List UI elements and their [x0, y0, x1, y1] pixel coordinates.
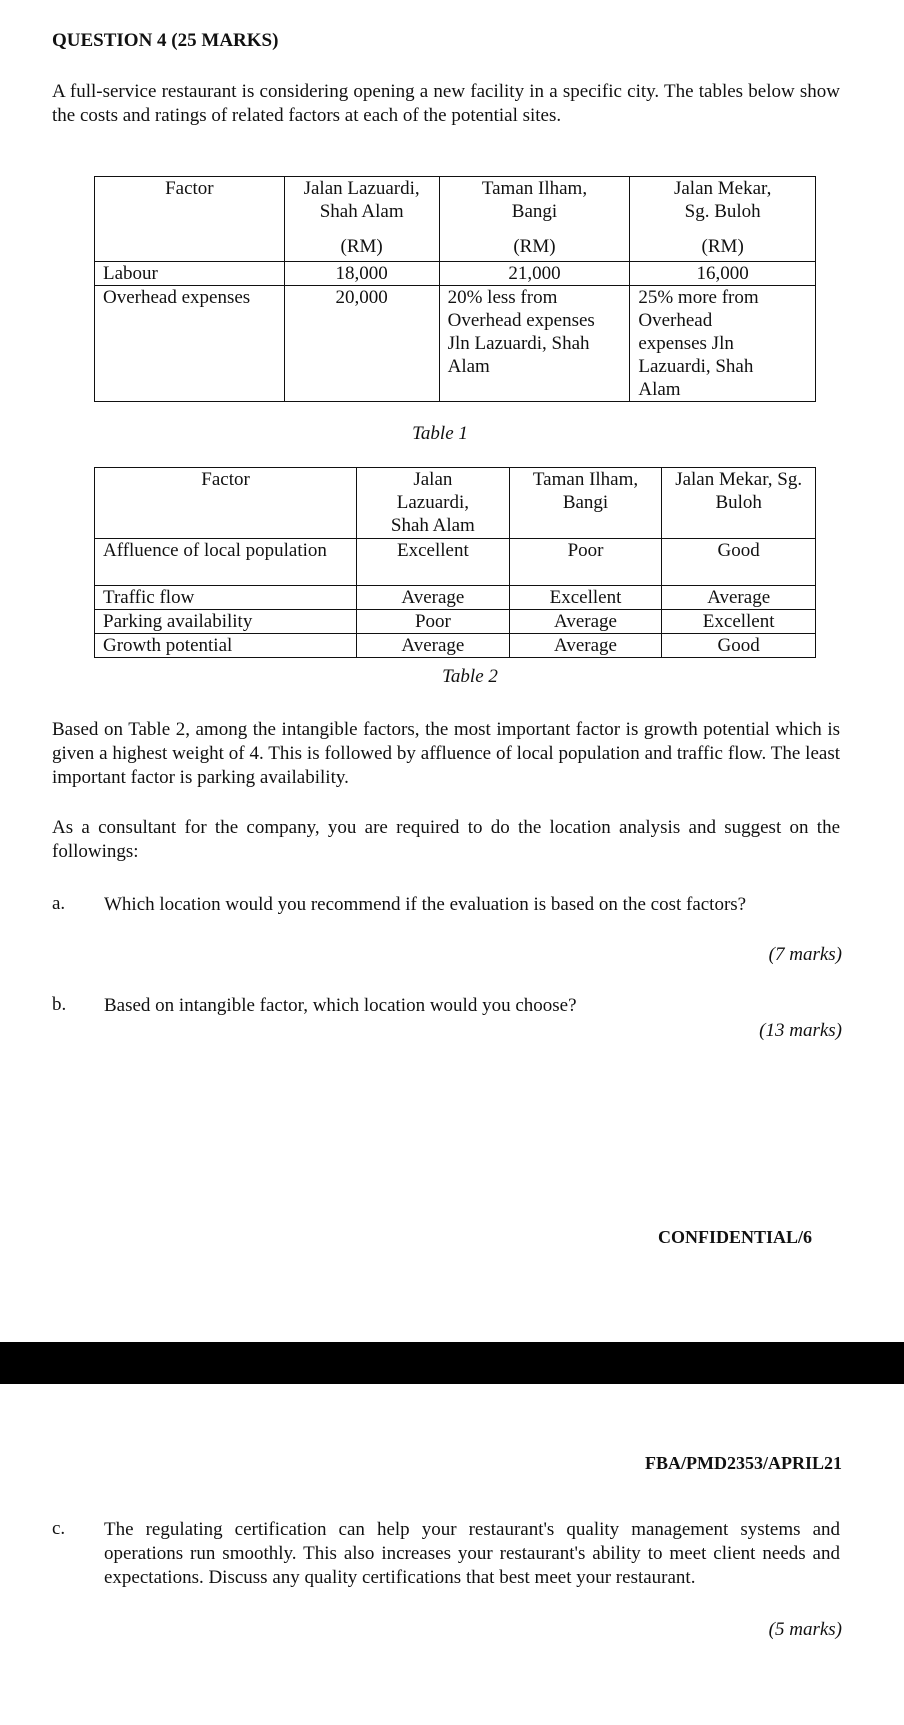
cost-table-header-site3: Jalan Mekar, Sg. Buloh (RM) — [630, 177, 816, 262]
rating-table-cell: Excellent — [662, 610, 816, 634]
rating-table-header-row — [95, 468, 816, 539]
weights-paragraph: Based on Table 2, among the intangible factors, the most important factor is growth potential which is given a highest weight of 4. This is followed by affluence of local population and traffic flow. The least important factor is parking availability. — [52, 719, 840, 788]
rating-table-row — [95, 634, 816, 658]
cost-table-cell: 20,000 — [284, 286, 439, 402]
question-c-label: c. — [52, 1518, 66, 1539]
cost-table-cell-factor: Labour — [95, 262, 285, 286]
rating-table-cell-factor: Growth potential — [95, 634, 357, 658]
confidential-footer: CONFIDENTIAL/6 — [658, 1227, 813, 1247]
rating-table-cell-factor: Affluence of local population — [95, 539, 357, 586]
rating-table-cell: Poor — [509, 539, 662, 586]
rating-table-cell: Average — [357, 634, 510, 658]
cost-table-cell: 25% more from Overhead expenses Jln Lazuardi, Shah Alam — [630, 286, 816, 402]
page-divider — [0, 1342, 904, 1384]
rating-table-row — [95, 539, 816, 586]
cost-table-cell: 16,000 — [630, 262, 816, 286]
question-b-text: Based on intangible factor, which location would you choose? — [104, 995, 577, 1016]
cost-table-header-row — [95, 177, 816, 262]
question-c-text: The regulating certification can help your restaurant's quality management systems and operations run smoothly. This also increases your restaurant's ability to meet client needs and expectations. Discuss any quality certifications that best meet your restaurant. — [104, 1519, 840, 1588]
cost-table-row — [95, 262, 816, 286]
question-b-marks: (13 marks) — [759, 1020, 842, 1041]
rating-table-header-site3: Jalan Mekar, Sg. Buloh — [662, 468, 816, 539]
rating-table-cell: Good — [662, 634, 816, 658]
rating-table-cell-factor: Parking availability — [95, 610, 357, 634]
cost-table-header-site2: Taman Ilham, Bangi (RM) — [439, 177, 630, 262]
course-code-header: FBA/PMD2353/APRIL21 — [645, 1453, 842, 1473]
table1-caption: Table 1 — [412, 423, 468, 444]
question-a-text: Which location would you recommend if the evaluation is based on the cost factors? — [104, 894, 747, 915]
rating-table-header-site2: Taman Ilham, Bangi — [509, 468, 662, 539]
cost-table — [94, 176, 816, 402]
question-a-label: a. — [52, 893, 66, 914]
question-heading: QUESTION 4 (25 MARKS) — [52, 30, 279, 51]
rating-table-cell: Excellent — [509, 586, 662, 610]
rating-table-row — [95, 610, 816, 634]
question-b-label: b. — [52, 994, 67, 1015]
question-a-marks: (7 marks) — [768, 944, 842, 965]
rating-table-cell: Average — [357, 586, 510, 610]
rating-table-cell: Excellent — [357, 539, 510, 586]
rating-table-cell: Average — [662, 586, 816, 610]
rating-table-cell: Average — [509, 634, 662, 658]
cost-table-cell: 21,000 — [439, 262, 630, 286]
cost-table-cell: 18,000 — [284, 262, 439, 286]
table2-caption: Table 2 — [442, 666, 498, 687]
rating-table-row — [95, 586, 816, 610]
intro-paragraph: A full-service restaurant is considering opening a new facility in a specific city. The tables below show the costs and ratings of related factors at each of the potential sites. — [52, 81, 840, 126]
cost-table-cell-factor: Overhead expenses — [95, 286, 285, 402]
cost-table-row — [95, 286, 816, 402]
rating-table-cell: Poor — [357, 610, 510, 634]
consultant-paragraph: As a consultant for the company, you are required to do the location analysis and suggest on the followings: — [52, 817, 840, 862]
cost-table-header-site1: Jalan Lazuardi, Shah Alam (RM) — [284, 177, 439, 262]
rating-table-cell-factor: Traffic flow — [95, 586, 357, 610]
rating-table-cell: Good — [662, 539, 816, 586]
cost-table-header-factor: Factor — [95, 177, 285, 262]
cost-table-cell: 20% less from Overhead expenses Jln Lazuardi, Shah Alam — [439, 286, 630, 402]
rating-table-header-site1: Jalan Lazuardi, Shah Alam — [357, 468, 510, 539]
question-c-marks: (5 marks) — [768, 1619, 842, 1640]
rating-table — [94, 467, 816, 658]
rating-table-header-factor: Factor — [95, 468, 357, 539]
rating-table-cell: Average — [509, 610, 662, 634]
